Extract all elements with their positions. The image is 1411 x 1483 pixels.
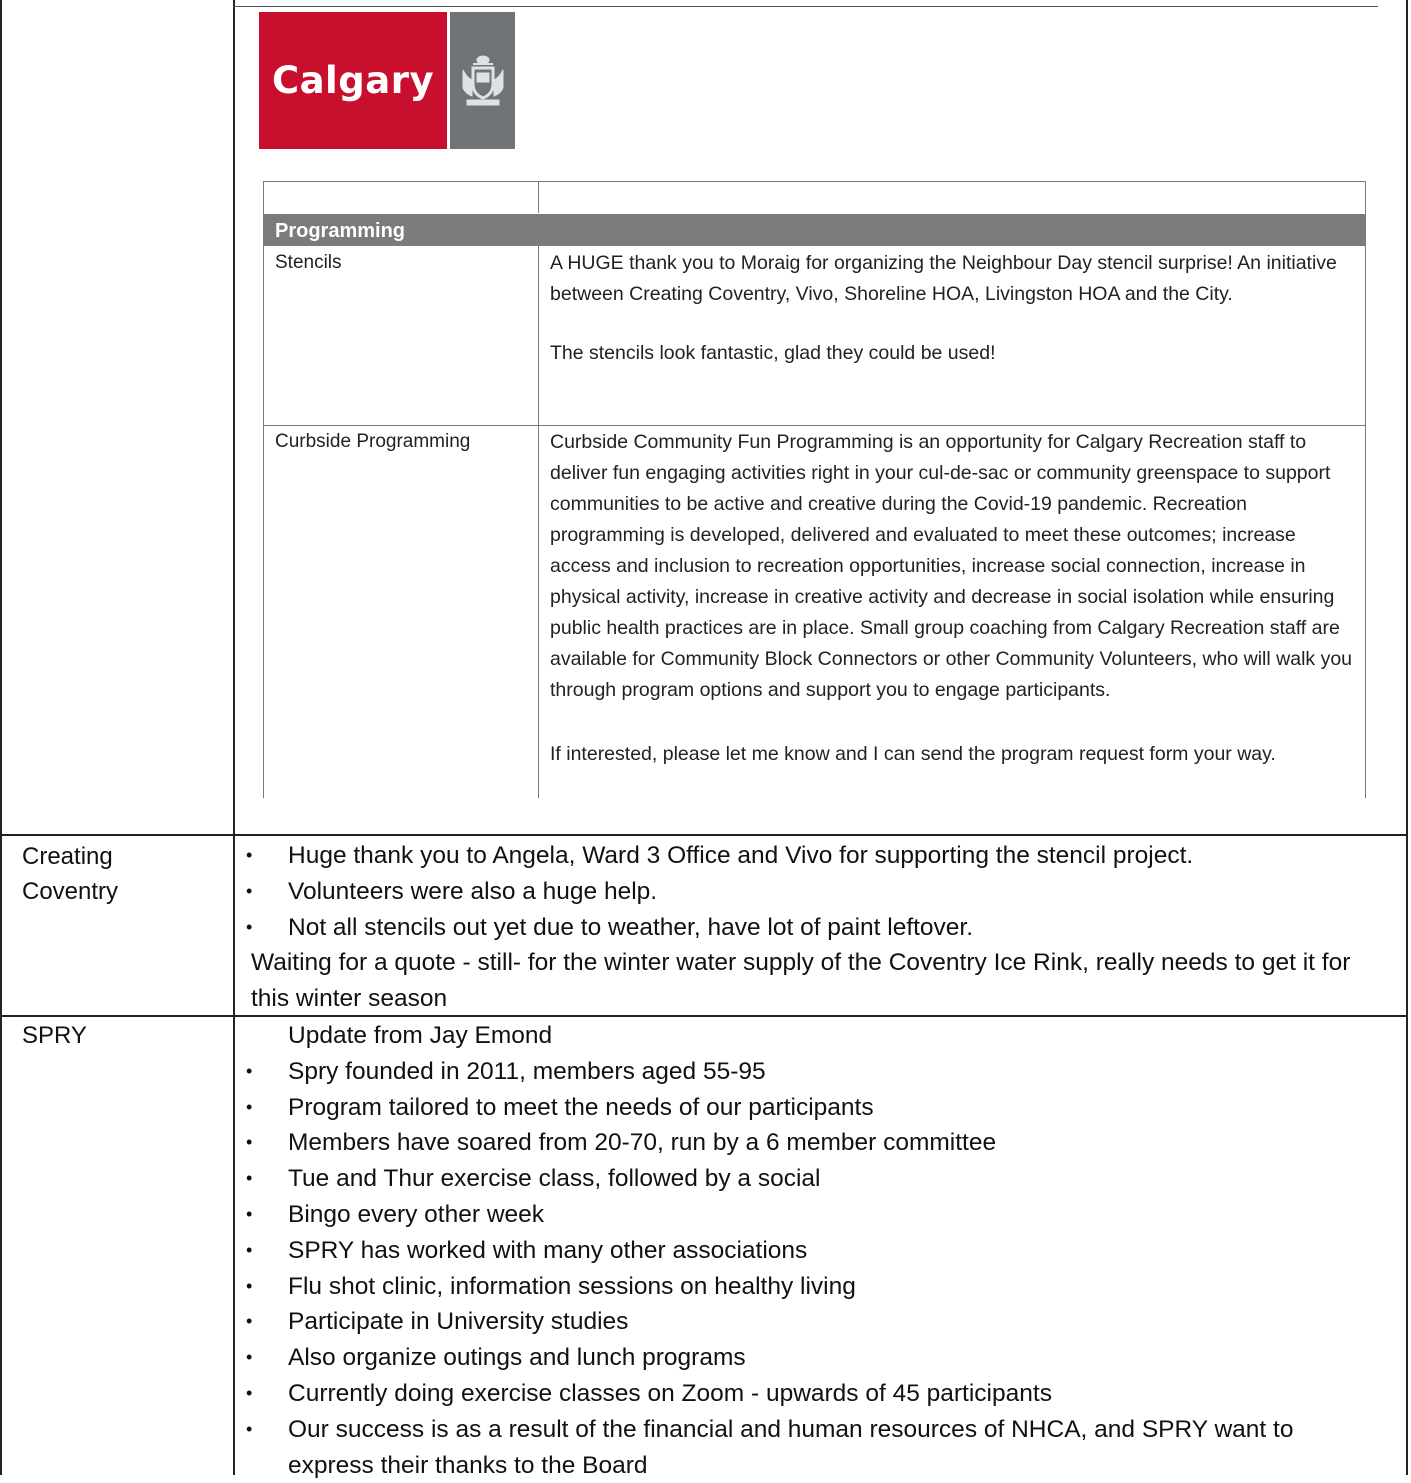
list-item: • Currently doing exercise classes on Zoom - upwards of 45 participants bbox=[246, 1379, 1052, 1407]
list-item: • SPRY has worked with many other associations bbox=[246, 1236, 808, 1264]
outer-left-border bbox=[0, 0, 2, 1475]
programming-table-image bbox=[263, 181, 1366, 798]
list-item: • Program tailored to meet the needs of our participants bbox=[246, 1093, 874, 1121]
list-item: • Spry founded in 2011, members aged 55-95 bbox=[246, 1057, 766, 1085]
paragraph: Curbside Community Fun Programming is an opportunity for Calgary Recreation staff to deliver fun engaging activities right in your cul-de-sac or community greenspace to support communities to be active and creative during the Covid-19 pandemic. Recreation programming is developed, delivered and evaluated to meet these outcomes; increase access and inclusion to recreation opportunities, increase social connection, increase in physical activity, increase in creative activity and decrease in social isolation while ensuring public health practices are in place. Small group coaching from Calgary Recreation staff are available for Community Block Connectors or other Community Volunteers, who will walk you through program options and support you to engage participants. bbox=[550, 431, 1353, 701]
list-item: • Our success is as a result of the financial and human resources of NHCA, and SPRY want to express their thanks to the Board bbox=[246, 1415, 1294, 1479]
outer-column-divider bbox=[233, 0, 235, 1475]
spry-label: SPRY bbox=[22, 1022, 87, 1049]
blank-header-row bbox=[264, 182, 1365, 213]
stencils-text bbox=[550, 248, 1358, 369]
list-item: • Flu shot clinic, information sessions on healthy living bbox=[246, 1272, 856, 1300]
creating-coventry-bullets bbox=[246, 838, 1386, 945]
list-item: • Also organize outings and lunch programs bbox=[246, 1344, 746, 1372]
list-item: • Participate in University studies bbox=[246, 1308, 629, 1336]
list-item: • Bingo every other week bbox=[246, 1200, 545, 1228]
outer-top-border bbox=[233, 6, 1378, 7]
list-item: • Volunteers were also a huge help. bbox=[246, 877, 658, 905]
curbside-label: Curbside Programming bbox=[275, 431, 471, 452]
spry-intro: Update from Jay Emond bbox=[288, 1022, 553, 1049]
list-item: • Members have soared from 20-70, run by a 6 member committee bbox=[246, 1129, 997, 1157]
list-item: • Tue and Thur exercise class, followed by a social bbox=[246, 1165, 821, 1193]
calgary-logo bbox=[259, 12, 515, 149]
ice-rink-note: Waiting for a quote - still- for the winter water supply of the Coventry Ice Rink, really needs to get it for this winter season bbox=[251, 949, 1351, 1012]
row-divider-coventry bbox=[0, 834, 1408, 836]
list-item: • Huge thank you to Angela, Ward 3 Office and Vivo for supporting the stencil project. bbox=[246, 842, 1194, 869]
curbside-text bbox=[550, 427, 1358, 770]
logo-wordmark: Calgary bbox=[259, 12, 447, 149]
outer-right-border bbox=[1406, 0, 1408, 1475]
creating-coventry-label: Creating Coventry bbox=[22, 843, 119, 905]
spry-bullets bbox=[246, 1018, 1386, 1483]
stencils-label: Stencils bbox=[275, 252, 342, 273]
list-item: • Not all stencils out yet due to weather, have lot of paint leftover. bbox=[246, 913, 974, 941]
coat-of-arms-icon bbox=[450, 12, 515, 149]
paragraph: The stencils look fantastic, glad they could be used! bbox=[550, 342, 996, 364]
programming-band: Programming bbox=[264, 214, 1365, 246]
paragraph: If interested, please let me know and I can send the program request form your way. bbox=[550, 743, 1276, 765]
paragraph: A HUGE thank you to Moraig for organizing the Neighbour Day stencil surprise! An initiative between Creating Coventry, Vivo, Shoreline HOA, Livingston HOA and the City. bbox=[550, 252, 1337, 305]
